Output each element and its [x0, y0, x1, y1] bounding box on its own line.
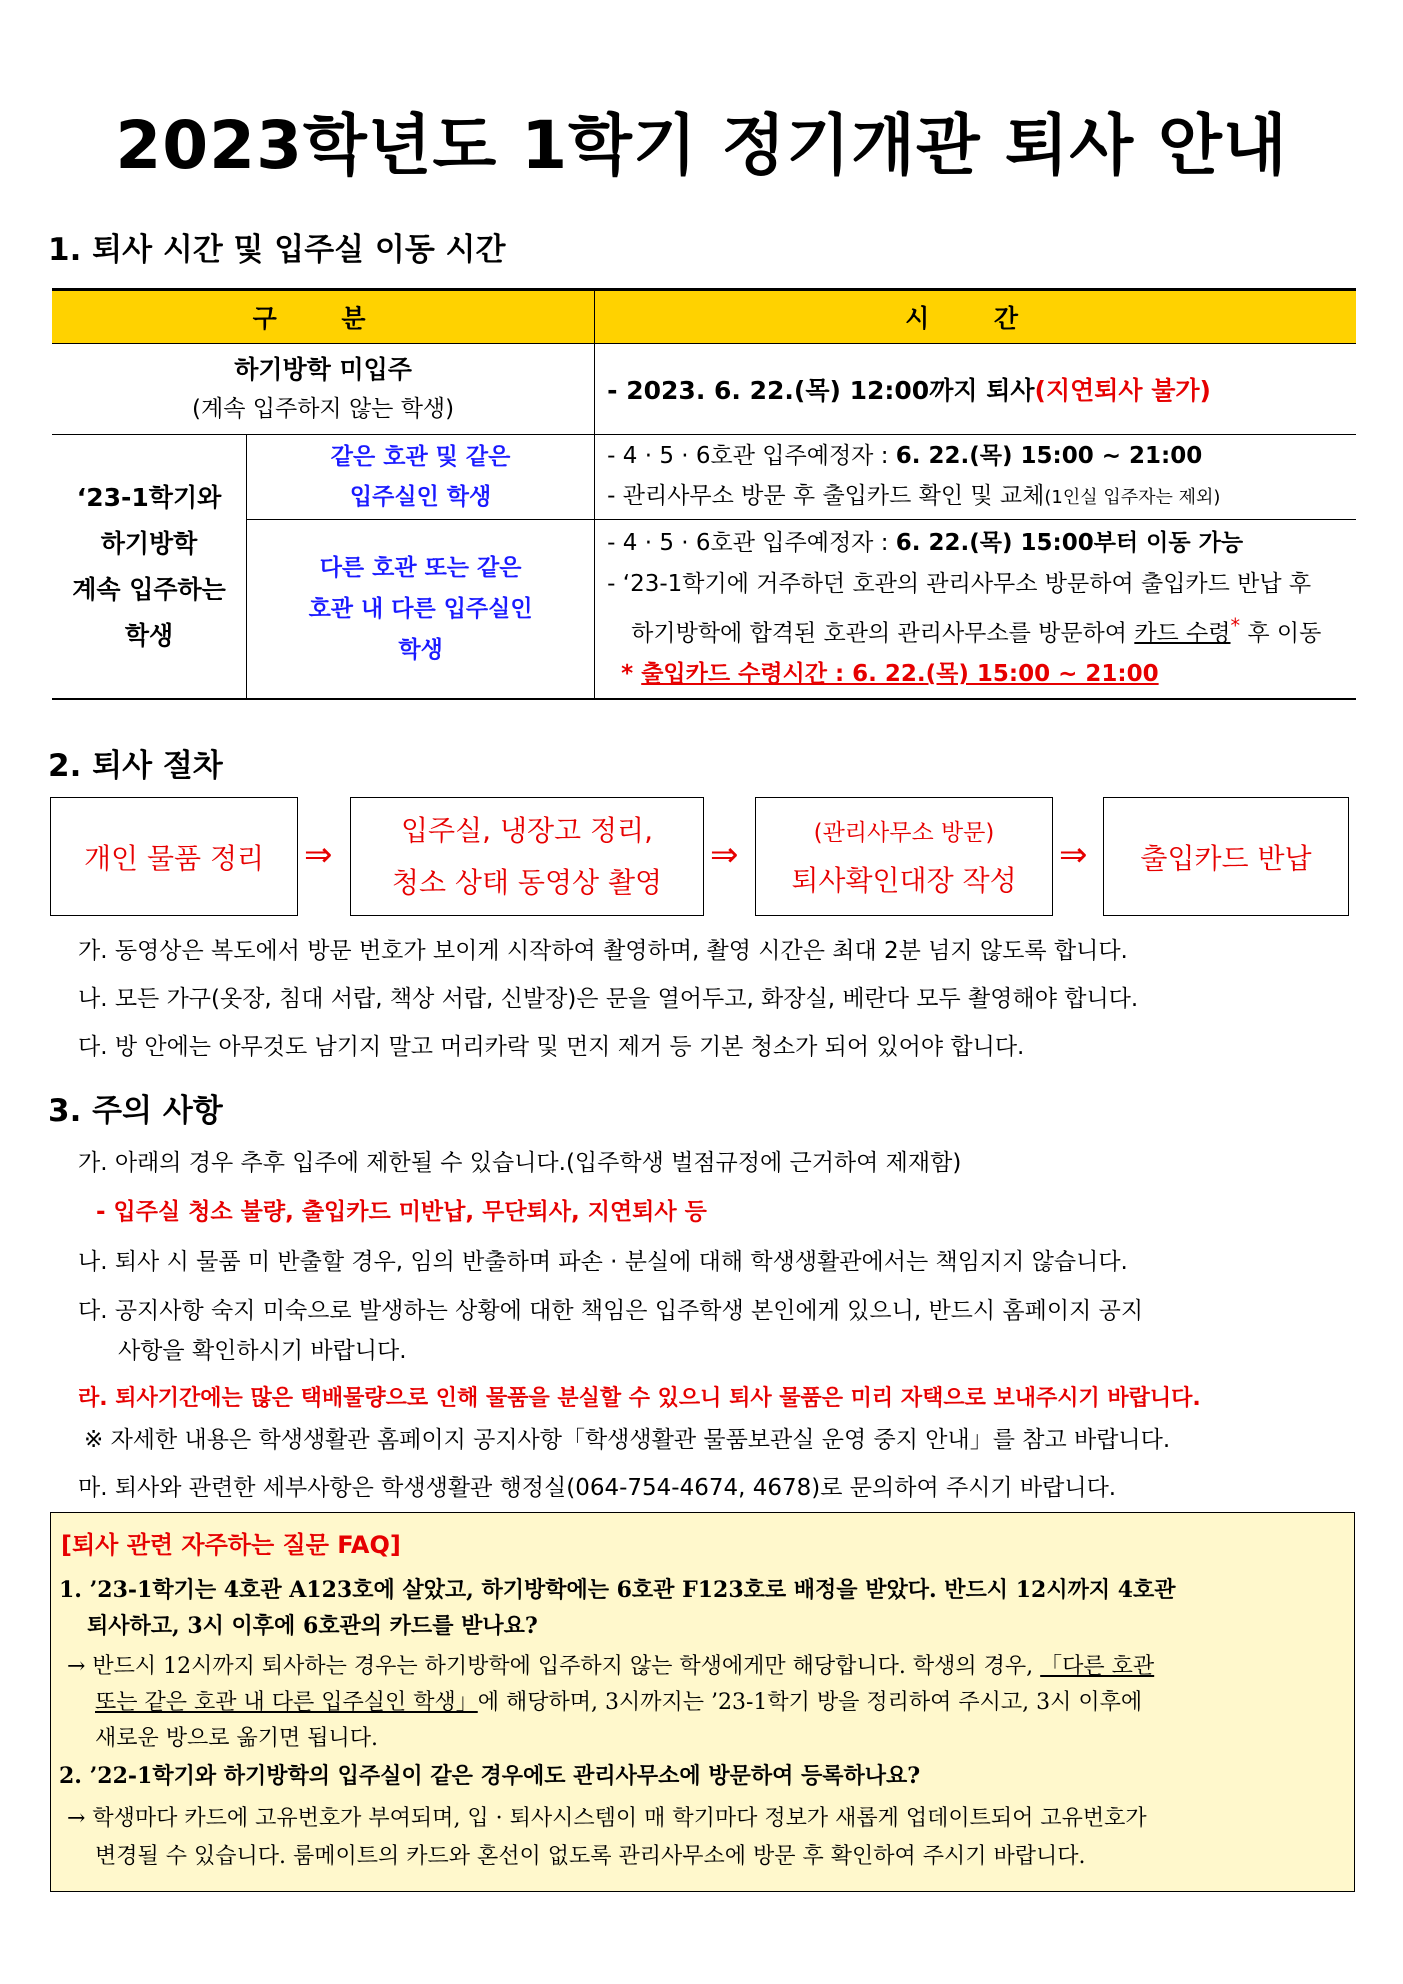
asterisk-mark: *: [1230, 613, 1241, 637]
caution-item: 마. 퇴사와 관련한 세부사항은 학생생활관 행정실(064-754-4674, 4678)로 문의하여 주시기 바랍니다.: [78, 1475, 1117, 1501]
step-checkout-ledger: [755, 797, 1053, 916]
caution-note: ※ 자세한 내용은 학생생활관 홈페이지 공지사항「학생생활관 물품보관실 운영 중지 안내」를 참고 바랍니다.: [84, 1427, 1171, 1453]
caution-item: 다. 공지사항 숙지 미숙으로 발생하는 상황에 대한 책임은 입주학생 본인에게 있으니, 반드시 홈페이지 공지: [78, 1298, 1144, 1324]
row3-line3-underlined: 카드 수령: [1134, 620, 1231, 647]
section2-heading: 2. 퇴사 절차: [48, 748, 223, 784]
row2-line2: [607, 476, 1348, 518]
group-label-line: 하기방학: [100, 528, 198, 558]
table-header-row: [52, 290, 1356, 344]
procedure-note: 가. 동영상은 복도에서 방문 번호가 보이게 시작하여 촬영하며, 촬영 시간은 최대 2분 넘지 않도록 합니다.: [78, 938, 1128, 964]
faq-answer: 변경될 수 있습니다. 룸메이트의 카드와 혼선이 없도록 관리사무소에 방문 후 확인하여 주시기 바랍니다.: [95, 1844, 1086, 1869]
row3-sublabel: [247, 520, 595, 700]
arrow-icon: ⇒: [304, 835, 333, 875]
faq-question: 퇴사하고, 3시 이후에 6호관의 카드를 받나요?: [87, 1613, 538, 1639]
row2-sublabel: [247, 435, 595, 520]
caution-item: 나. 퇴사 시 물품 미 반출할 경우, 임의 반출하며 파손 · 분실에 대해 학생생활관에서는 책임지지 않습니다.: [78, 1249, 1128, 1275]
step-room-cleaning: [350, 797, 704, 916]
row2-sublabel-line: 입주실인 학생: [349, 484, 492, 510]
row3-sublabel-line: 학생: [398, 636, 443, 663]
row1-label-sub: (계속 입주하지 않는 학생): [192, 396, 455, 422]
row3-time: [595, 520, 1356, 700]
row1-time: [595, 344, 1356, 435]
faq-answer-underlined: 「다른 호관: [1040, 1654, 1155, 1679]
row3-sublabel-line: 다른 호관 또는 같은: [319, 554, 522, 581]
step-label: 출입카드 반납: [1140, 841, 1312, 875]
faq-heading: [퇴사 관련 자주하는 질문 FAQ]: [61, 1531, 401, 1559]
procedure-note: 다. 방 안에는 아무것도 남기지 말고 머리카락 및 먼지 제거 등 기본 청소가 되어 있어야 합니다.: [78, 1034, 1025, 1060]
card-pickup-time: 출입카드 수령시간 : 6. 22.(목) 15:00 ~ 21:00: [641, 661, 1159, 688]
row2-line1-prefix: - 4 · 5 · 6호관 입주예정자 :: [607, 443, 896, 469]
row3-line1: [607, 523, 1348, 564]
row3-line3-prefix: 하기방학에 합격된 호관의 관리사무소를 방문하여: [631, 620, 1135, 647]
faq-answer: [67, 1649, 1154, 1680]
faq-answer: → 학생마다 카드에 고유번호가 부여되며, 입 · 퇴사시스템이 매 학기마다 정보가 새롭게 업데이트되어 고유번호가: [67, 1806, 1147, 1831]
row3-sublabel-line: 호관 내 다른 입주실인: [308, 595, 533, 622]
asterisk-mark: *: [621, 661, 634, 688]
faq-answer-text: 에 해당하며, 3시까지는 ’23-1학기 방을 정리하여 주시고, 3시 이후에: [477, 1690, 1143, 1715]
faq-answer: [95, 1685, 1142, 1716]
step-card-return: [1103, 797, 1349, 916]
header-time: 시 간: [595, 290, 1356, 344]
row3-line4: [607, 654, 1348, 695]
group-label-line: 계속 입주하는: [72, 574, 226, 604]
step-label: 입주실, 냉장고 정리,: [401, 813, 653, 847]
caution-item: 가. 아래의 경우 추후 입주에 제한될 수 있습니다.(입주학생 벌점규정에 근거하여 제재함): [78, 1150, 962, 1176]
row1-time-text: - 2023. 6. 22.(목) 12:00까지 퇴사: [607, 376, 1035, 405]
page-title: 2023학년도 1학기 정기개관 퇴사 안내: [115, 107, 1288, 184]
row3-line3: [607, 605, 1348, 655]
row2-sublabel-line: 같은 호관 및 같은: [330, 444, 511, 470]
row2-line2-small: (1인실 입주자는 제외): [1044, 487, 1221, 508]
caution-item: 사항을 확인하시기 바랍니다.: [118, 1338, 407, 1364]
row2-line1: [607, 436, 1348, 476]
procedure-note: 나. 모든 가구(옷장, 침대 서랍, 책상 서랍, 신발장)은 문을 열어두고, 화장실, 베란다 모두 촬영해야 합니다.: [78, 986, 1139, 1012]
table-row: [52, 520, 1356, 700]
faq-question: 1. ’23-1학기는 4호관 A123호에 살았고, 하기방학에는 6호관 F123호로 배정을 받았다. 반드시 12시까지 4호관: [59, 1577, 1176, 1603]
group-label-line: ‘23-1학기와: [76, 482, 222, 512]
step-label: 개인 물품 정리: [83, 841, 265, 875]
faq-box: [50, 1512, 1355, 1892]
section1-heading: 1. 퇴사 시간 및 입주실 이동 시간: [48, 232, 506, 268]
row3-line1-bold: 6. 22.(목) 15:00부터 이동 가능: [895, 529, 1244, 556]
faq-question: 2. ’22-1학기와 하기방학의 입주실이 같은 경우에도 관리사무소에 방문하여 등록하나요?: [59, 1763, 921, 1789]
row2-line2-text: - 관리사무소 방문 후 출입카드 확인 및 교체: [607, 483, 1045, 509]
table-row: [52, 435, 1356, 520]
header-category: 구 분: [52, 290, 595, 344]
caution-item-red: 라. 퇴사기간에는 많은 택배물량으로 인해 물품을 분실할 수 있으니 퇴사 물품은 미리 자택으로 보내주시기 바랍니다.: [78, 1386, 1201, 1411]
caution-item-red: - 입주실 청소 불량, 출입카드 미반납, 무단퇴사, 지연퇴사 등: [96, 1199, 707, 1225]
table-row: [52, 344, 1356, 435]
step-label: (관리사무소 방문): [813, 819, 995, 846]
step-label: 청소 상태 동영상 촬영: [391, 865, 663, 899]
arrow-icon: ⇒: [710, 835, 739, 875]
schedule-table: [52, 288, 1356, 700]
section3-heading: 3. 주의 사항: [48, 1093, 223, 1129]
row1-label: [52, 344, 595, 435]
row3-line3-suffix: 후 이동: [1240, 620, 1322, 647]
row1-label-main: 하기방학 미입주: [234, 355, 412, 384]
row3-line2: - ‘23-1학기에 거주하던 호관의 관리사무소 방문하여 출입카드 반납 후: [607, 570, 1312, 597]
row2-time: [595, 435, 1356, 520]
group-label: [52, 435, 247, 700]
arrow-icon: ⇒: [1059, 835, 1088, 875]
row1-time-red: (지연퇴사 불가): [1034, 376, 1211, 405]
faq-answer: 새로운 방으로 옮기면 됩니다.: [95, 1726, 378, 1751]
faq-answer-underlined: 또는 같은 호관 내 다른 입주실인 학생」: [95, 1690, 478, 1715]
faq-answer-text: → 반드시 12시까지 퇴사하는 경우는 하기방학에 입주하지 않는 학생에게만 해당합니다. 학생의 경우,: [67, 1654, 1041, 1679]
row3-line1-prefix: - 4 · 5 · 6호관 입주예정자 :: [607, 529, 896, 556]
group-label-line: 학생: [124, 620, 174, 650]
step-personal-items: [50, 797, 298, 916]
step-label: 퇴사확인대장 작성: [791, 863, 1017, 897]
row2-line1-bold: 6. 22.(목) 15:00 ~ 21:00: [895, 443, 1203, 469]
